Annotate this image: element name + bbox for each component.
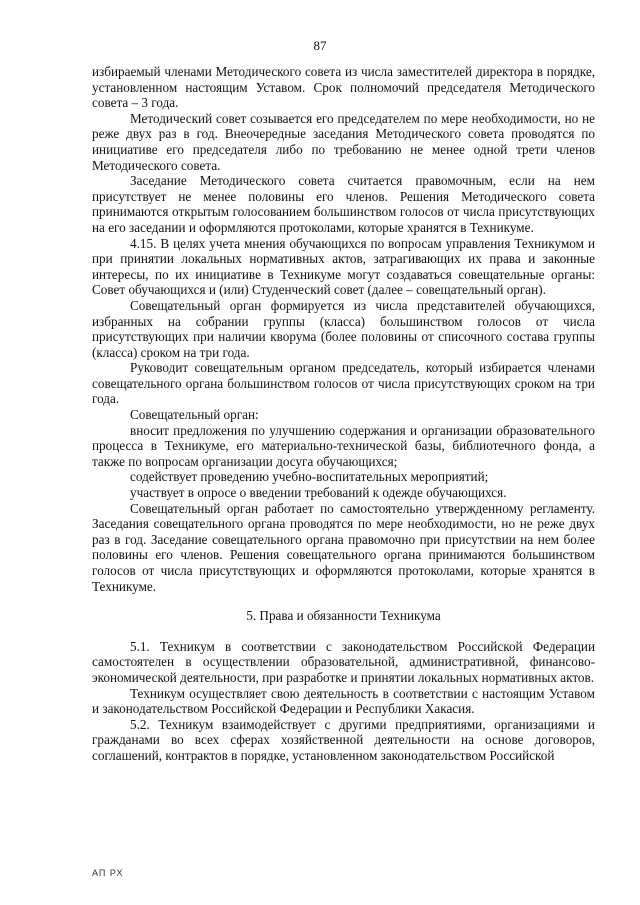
footer-mark: АП РХ [92, 868, 124, 878]
list-item: содействует проведению учебно-воспитательных мероприятий; [130, 469, 489, 485]
paragraph: Совещательный орган формируется из числа представителей обучающихся, избранных на собрании группы (класса) большинством голосов от числа присутствующих при наличии кворума (более половины от списочного состава группы (класса) сроком на три года. [92, 297, 595, 360]
paragraph: Руководит совещательным органом председатель, который избирается членами совещательного органа большинством голосов от числа присутствующих сроком на три года. [92, 360, 595, 407]
section-heading: 5. Права и обязанности Техникума [246, 608, 441, 624]
paragraph: 5.1. Техникум в соответствии с законодательством Российской Федерации самостоятелен в осуществлении образовательной, административной, финансово-экономической деятельности, при разработке и принятии локальных нормативных актов. [92, 638, 595, 685]
list-item: вносит предложения по улучшению содержания и организации образовательного процесса в Техникуме, его материально-технической базы, библиотечного фонда, а также по вопросам организации досуга обучающихся; [92, 422, 595, 469]
paragraph: Методический совет созывается его председателем по мере необходимости, но не реже двух раз в год. Внеочередные заседания Методического совета проводятся по инициативе его председателя либо по требованию не менее одной трети членов Методического совета. [92, 110, 595, 173]
paragraph: Техникум осуществляет свою деятельность в соответствии с настоящим Уставом и законодательством Российской Федерации и Республики Хакасия. [92, 685, 595, 717]
paragraph: Заседание Методического совета считается правомочным, если на нем присутствует не менее половины его членов. Решения Методического совета принимаются открытым голосованием большинством голосов от числа присутствующих на его заседании и оформляются протоколами, которые хранятся в Техникуме. [92, 173, 595, 235]
list-item: участвует в опросе о введении требований к одежде обучающихся. [130, 485, 507, 501]
paragraph: 5.2. Техникум взаимодействует с другими предприятиями, организациями и гражданами во всех сферах хозяйственной деятельности на основе договоров, соглашений, контрактов в порядке, установленном законодательством Российской [92, 716, 595, 763]
paragraph: Совещательный орган работает по самостоятельно утвержденному регламенту. Заседания совещательного органа проводятся по мере необходимости, но не реже двух раз в год. Заседание совещательного органа правомочно при присутствии на нем более половины его членов. Решения совещательного органа принимаются большинством голосов от числа присутствующих и оформляются протоколами, которые хранятся в Техникуме. [92, 500, 595, 594]
paragraph: Совещательный орган: [130, 407, 259, 423]
paragraph: 4.15. В целях учета мнения обучающихся по вопросам управления Техникумом и при принятии локальных нормативных актов, затрагивающих их права и законные интересы, по их инициативе в Техникуме могут создаваться совещательные органы: Совет обучающихся и (или) Студенческий совет (далее – совещательный орган). [92, 235, 595, 298]
page-number: 87 [313, 38, 327, 53]
document-body [92, 64, 595, 764]
paragraph: избираемый членами Методического совета из числа заместителей директора в порядке, установленном настоящим Уставом. Срок полномочий председателя Методического совета – 3 года. [92, 64, 595, 111]
